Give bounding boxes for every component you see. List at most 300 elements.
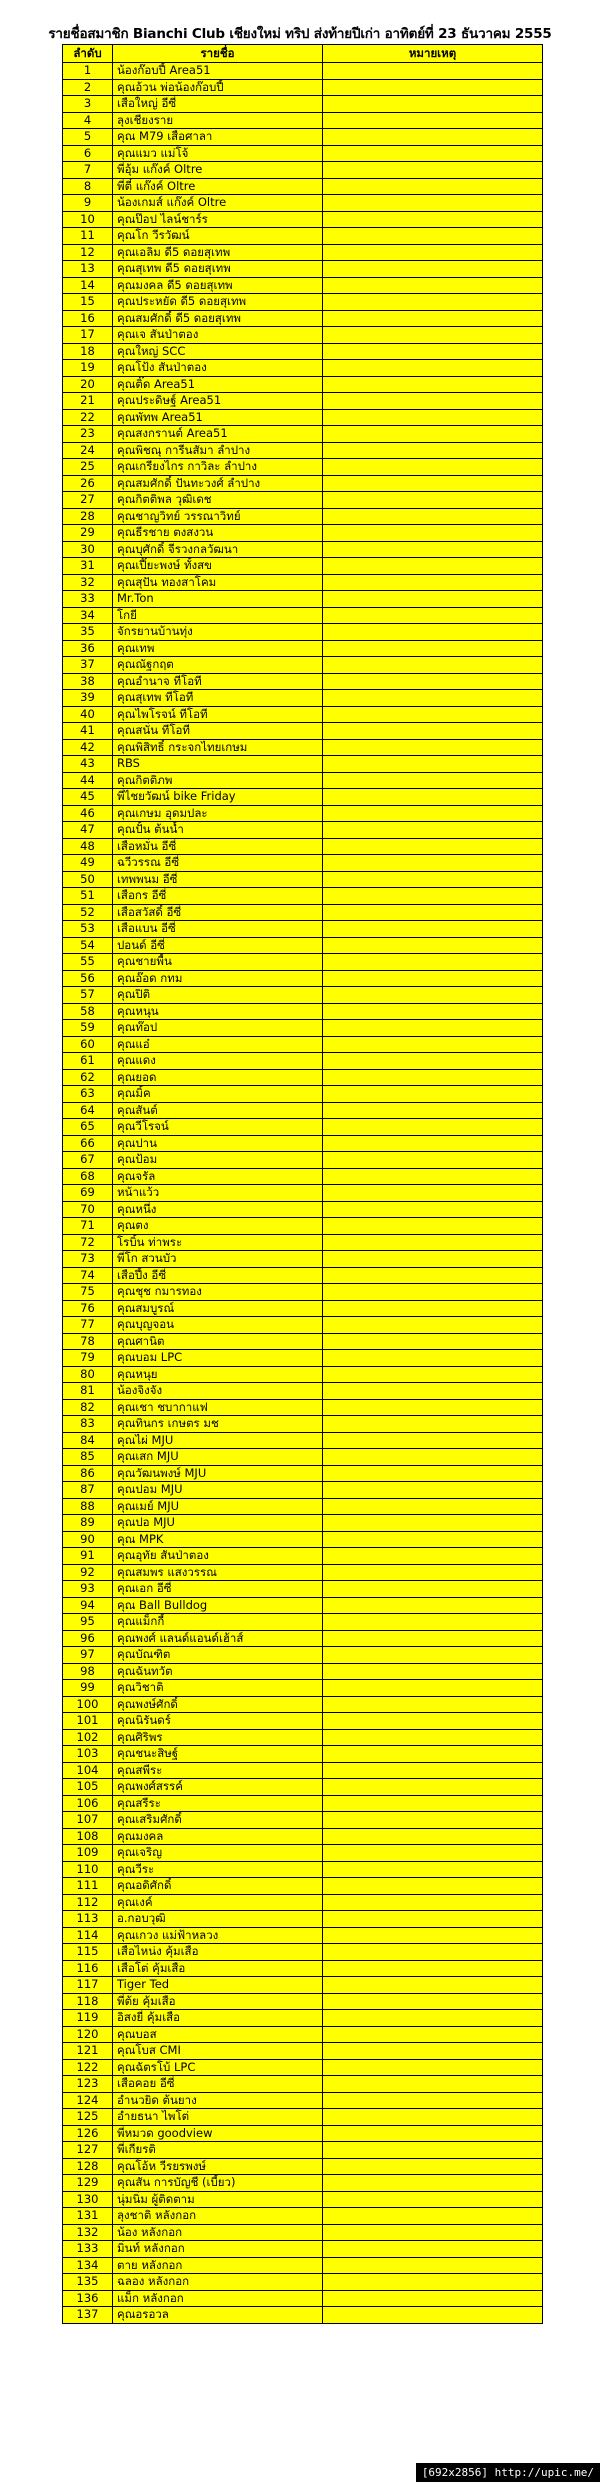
member-name: คุณบอม LPC [113, 1350, 323, 1367]
member-note [323, 2307, 543, 2324]
row-number: 44 [63, 772, 113, 789]
member-name: คุณพงศ์สรรค์ [113, 1779, 323, 1796]
member-name: คุณมงคล [113, 1828, 323, 1845]
table-row [63, 2307, 543, 2324]
table-row [63, 1614, 543, 1631]
member-name: คุณยอด [113, 1069, 323, 1086]
member-name: คุณพิชณุ การีนสัมา ลำปาง [113, 442, 323, 459]
member-note [323, 1333, 543, 1350]
table-row [63, 1185, 543, 1202]
member-name: คุณเอก อีซี่ [113, 1581, 323, 1598]
member-name: พี่ต้ย คุ้มเสือ [113, 1993, 323, 2010]
table-row [63, 1366, 543, 1383]
row-number: 49 [63, 855, 113, 872]
member-note [323, 1878, 543, 1895]
table-row [63, 277, 543, 294]
table-row [63, 409, 543, 426]
row-number: 29 [63, 525, 113, 542]
table-row [63, 426, 543, 443]
table-row [63, 1861, 543, 1878]
table-row [63, 690, 543, 707]
member-note [323, 459, 543, 476]
member-note [323, 96, 543, 113]
member-note [323, 640, 543, 657]
table-row [63, 1531, 543, 1548]
member-name: คุณวีโรจน์ [113, 1119, 323, 1136]
member-name: คุณชายพื้น [113, 954, 323, 971]
member-name: อิสงยี่ คุ้มเสือ [113, 2010, 323, 2027]
member-name: นุ่มนิ่ม ผู้ติดตาม [113, 2191, 323, 2208]
row-number: 46 [63, 805, 113, 822]
member-name: เสือกร อีซี่ [113, 888, 323, 905]
row-number: 73 [63, 1251, 113, 1268]
member-name: คุณเสก MJU [113, 1449, 323, 1466]
row-number: 85 [63, 1449, 113, 1466]
row-number: 45 [63, 789, 113, 806]
member-name: คุณชาญวิทย์ วรรณาวิทย์ [113, 508, 323, 525]
member-name: คุณสมพร แสงวรรณ [113, 1564, 323, 1581]
table-row [63, 954, 543, 971]
row-number: 81 [63, 1383, 113, 1400]
member-note [323, 442, 543, 459]
member-note [323, 2142, 543, 2159]
table-row [63, 1267, 543, 1284]
member-note [323, 888, 543, 905]
table-row [63, 1036, 543, 1053]
member-note [323, 277, 543, 294]
member-note [323, 343, 543, 360]
row-number: 77 [63, 1317, 113, 1334]
row-number: 50 [63, 871, 113, 888]
member-name: Mr.Ton [113, 591, 323, 608]
row-number: 41 [63, 723, 113, 740]
row-number: 93 [63, 1581, 113, 1598]
member-note [323, 1399, 543, 1416]
member-name: คุณมงคล ดี5 ดอยสุเทพ [113, 277, 323, 294]
member-name: พี่ตี๋ แก๊งค์ Oltre [113, 178, 323, 195]
row-number: 105 [63, 1779, 113, 1796]
table-row [63, 1630, 543, 1647]
member-note [323, 1944, 543, 1961]
member-note [323, 673, 543, 690]
member-note [323, 1597, 543, 1614]
member-name: คุณพงษ์ศักดิ์ [113, 1696, 323, 1713]
table-row [63, 1333, 543, 1350]
member-note [323, 1086, 543, 1103]
member-name: น้องก๊อบปี้ Area51 [113, 63, 323, 80]
row-number: 119 [63, 2010, 113, 2027]
row-number: 118 [63, 1993, 113, 2010]
row-number: 112 [63, 1894, 113, 1911]
row-number: 24 [63, 442, 113, 459]
member-name: คุณเชา ชบากาแฟ [113, 1399, 323, 1416]
table-row [63, 739, 543, 756]
row-number: 37 [63, 657, 113, 674]
row-number: 14 [63, 277, 113, 294]
member-name: อำยธนา ไพโต่ [113, 2109, 323, 2126]
row-number: 83 [63, 1416, 113, 1433]
member-name: คุณตง [113, 1218, 323, 1235]
member-note [323, 1350, 543, 1367]
table-row [63, 1894, 543, 1911]
table-row [63, 1317, 543, 1334]
member-note [323, 789, 543, 806]
member-note [323, 1449, 543, 1466]
table-row [63, 1812, 543, 1829]
table-row [63, 96, 543, 113]
table-row [63, 1465, 543, 1482]
table-row [63, 1779, 543, 1796]
member-name: คุณอำนาจ ทีโอที [113, 673, 323, 690]
row-number: 136 [63, 2290, 113, 2307]
row-number: 99 [63, 1680, 113, 1697]
member-note [323, 805, 543, 822]
member-name: คุณไพโรจน์ ทีโอที [113, 706, 323, 723]
member-note [323, 970, 543, 987]
row-number: 104 [63, 1762, 113, 1779]
row-number: 8 [63, 178, 113, 195]
row-number: 27 [63, 492, 113, 509]
table-row [63, 2175, 543, 2192]
table-row [63, 1927, 543, 1944]
row-number: 89 [63, 1515, 113, 1532]
member-note [323, 1548, 543, 1565]
table-row [63, 145, 543, 162]
table-row [63, 475, 543, 492]
member-note [323, 1993, 543, 2010]
table-row [63, 162, 543, 179]
member-note [323, 541, 543, 558]
member-note [323, 2224, 543, 2241]
table-row [63, 1647, 543, 1664]
member-name: คุณสมศักดิ์ ดี5 ดอยสุเทพ [113, 310, 323, 327]
row-number: 12 [63, 244, 113, 261]
row-number: 128 [63, 2158, 113, 2175]
member-note [323, 525, 543, 542]
member-name: เทพพนม อีซี่ [113, 871, 323, 888]
member-name: คุณสมบูรณ์ [113, 1300, 323, 1317]
member-name: คุณสนั่น ทีโอที [113, 723, 323, 740]
row-number: 58 [63, 1003, 113, 1020]
table-row [63, 1234, 543, 1251]
member-name: อำนวยิด ต้นยาง [113, 2092, 323, 2109]
member-note [323, 904, 543, 921]
member-note [323, 492, 543, 509]
member-note [323, 1053, 543, 1070]
member-name: เสือสวัสดิ์ อีซี่ [113, 904, 323, 921]
row-number: 134 [63, 2257, 113, 2274]
member-name: คุณเมย์ MJU [113, 1498, 323, 1515]
table-row [63, 1548, 543, 1565]
member-name: คุณโก วีรวัฒน์ [113, 228, 323, 245]
member-name: คุณพิสิทธิ์ กระจกไทยเกษม [113, 739, 323, 756]
member-note [323, 1762, 543, 1779]
row-number: 65 [63, 1119, 113, 1136]
row-number: 48 [63, 838, 113, 855]
table-row [63, 2092, 543, 2109]
member-note [323, 739, 543, 756]
member-name: คุณอ๊อด กทม [113, 970, 323, 987]
table-row [63, 1218, 543, 1235]
row-number: 10 [63, 211, 113, 228]
table-row [63, 178, 543, 195]
table-row [63, 2043, 543, 2060]
table-row [63, 789, 543, 806]
member-note [323, 772, 543, 789]
table-row [63, 2158, 543, 2175]
row-number: 116 [63, 1960, 113, 1977]
member-note [323, 1977, 543, 1994]
row-number: 23 [63, 426, 113, 443]
member-name: คุณประหยัด ดี5 ดอยสุเทพ [113, 294, 323, 311]
member-note [323, 1515, 543, 1532]
row-number: 80 [63, 1366, 113, 1383]
member-note [323, 1234, 543, 1251]
member-name: คุณแม็กกี้ [113, 1614, 323, 1631]
table-row [63, 822, 543, 839]
table-row [63, 1251, 543, 1268]
member-name: พี่อุ้ม แก๊งค์ Oltre [113, 162, 323, 179]
member-note [323, 1894, 543, 1911]
member-note [323, 1746, 543, 1763]
row-number: 31 [63, 558, 113, 575]
member-name: คุณป้อม [113, 1152, 323, 1169]
table-row [63, 327, 543, 344]
member-note [323, 1614, 543, 1631]
row-number: 75 [63, 1284, 113, 1301]
member-name: พี่เกียรติ [113, 2142, 323, 2159]
table-row [63, 1102, 543, 1119]
row-number: 4 [63, 112, 113, 129]
row-number: 87 [63, 1482, 113, 1499]
row-number: 103 [63, 1746, 113, 1763]
table-row [63, 1564, 543, 1581]
member-note [323, 1911, 543, 1928]
member-name: ฉวีวรรณ อีซี่ [113, 855, 323, 872]
table-row [63, 1383, 543, 1400]
member-note [323, 855, 543, 872]
member-name: จักรยานบ้านทุ่ง [113, 624, 323, 641]
member-note [323, 1581, 543, 1598]
row-number: 74 [63, 1267, 113, 1284]
member-note [323, 294, 543, 311]
table-row [63, 1762, 543, 1779]
member-name: คุณบุญจอน [113, 1317, 323, 1334]
table-row [63, 805, 543, 822]
member-note [323, 475, 543, 492]
table-row [63, 987, 543, 1004]
table-row [63, 937, 543, 954]
row-number: 96 [63, 1630, 113, 1647]
member-name: น้อง หลังกอก [113, 2224, 323, 2241]
member-note [323, 79, 543, 96]
row-number: 120 [63, 2026, 113, 2043]
table-row [63, 1399, 543, 1416]
member-note [323, 2257, 543, 2274]
member-note [323, 1416, 543, 1433]
column-header-note: หมายเหตุ [323, 45, 543, 63]
member-note [323, 1795, 543, 1812]
table-row [63, 459, 543, 476]
member-note [323, 954, 543, 971]
row-number: 69 [63, 1185, 113, 1202]
member-name: คุณจรัล [113, 1168, 323, 1185]
member-name: เสือแบน อีซี่ [113, 921, 323, 938]
member-note [323, 2076, 543, 2093]
member-note [323, 409, 543, 426]
member-note [323, 2175, 543, 2192]
member-note [323, 2125, 543, 2142]
column-header-name: รายชื่อ [113, 45, 323, 63]
table-row [63, 1432, 543, 1449]
table-row [63, 1713, 543, 1730]
row-number: 109 [63, 1845, 113, 1862]
table-row [63, 772, 543, 789]
row-number: 123 [63, 2076, 113, 2093]
member-name: คุณอรอวล [113, 2307, 323, 2324]
table-row [63, 1663, 543, 1680]
row-number: 32 [63, 574, 113, 591]
row-number: 61 [63, 1053, 113, 1070]
table-row [63, 1003, 543, 1020]
member-note [323, 1465, 543, 1482]
member-name: คุณอดิศักดิ์ [113, 1878, 323, 1895]
table-row [63, 2010, 543, 2027]
table-row [63, 393, 543, 410]
member-note [323, 393, 543, 410]
member-name: พี่ไชยวัฒน์ bike Friday [113, 789, 323, 806]
row-number: 101 [63, 1713, 113, 1730]
table-row [63, 591, 543, 608]
table-row [63, 2059, 543, 2076]
row-number: 95 [63, 1614, 113, 1631]
member-name: คุณสงกรานต์ Area51 [113, 426, 323, 443]
member-name: คุณเกวง แม่ฟ้าหลวง [113, 1927, 323, 1944]
table-row [63, 360, 543, 377]
member-note [323, 607, 543, 624]
table-row [63, 343, 543, 360]
member-name: โกยี [113, 607, 323, 624]
row-number: 67 [63, 1152, 113, 1169]
member-name: คุณปาน [113, 1135, 323, 1152]
row-number: 88 [63, 1498, 113, 1515]
member-name: RBS [113, 756, 323, 773]
row-number: 135 [63, 2274, 113, 2291]
member-name: คุณโป้ง สันป่าตอง [113, 360, 323, 377]
row-number: 51 [63, 888, 113, 905]
row-number: 55 [63, 954, 113, 971]
member-note [323, 822, 543, 839]
member-note [323, 1680, 543, 1697]
table-row [63, 2026, 543, 2043]
member-note [323, 360, 543, 377]
row-number: 63 [63, 1086, 113, 1103]
table-row [63, 1878, 543, 1895]
member-name: คุณปิติ [113, 987, 323, 1004]
member-name: คุณเทพ [113, 640, 323, 657]
member-name: เสือคอย อีซี่ [113, 2076, 323, 2093]
row-number: 66 [63, 1135, 113, 1152]
table-row [63, 970, 543, 987]
member-note [323, 1168, 543, 1185]
member-name: คุณเกษม อุดมปละ [113, 805, 323, 822]
table-row [63, 624, 543, 641]
member-name: คุณเจริญ [113, 1845, 323, 1862]
table-row [63, 2241, 543, 2258]
member-name: คุณสมศักดิ์ ปันทะวงศ์ ลำปาง [113, 475, 323, 492]
member-note [323, 987, 543, 1004]
table-row [63, 1350, 543, 1367]
table-row [63, 294, 543, 311]
member-name: คุณมิ้ค [113, 1086, 323, 1103]
table-row [63, 2191, 543, 2208]
table-row [63, 112, 543, 129]
table-row [63, 1119, 543, 1136]
row-number: 7 [63, 162, 113, 179]
table-row [63, 855, 543, 872]
row-number: 71 [63, 1218, 113, 1235]
table-row [63, 211, 543, 228]
member-name: โรบิ้น ท่าพระ [113, 1234, 323, 1251]
row-number: 132 [63, 2224, 113, 2241]
member-name: พี่หมวด goodview [113, 2125, 323, 2142]
member-note [323, 195, 543, 212]
table-row [63, 756, 543, 773]
table-row [63, 508, 543, 525]
member-note [323, 2010, 543, 2027]
image-host-footer: [692x2856] http://upic.me/ [416, 2463, 600, 2482]
row-number: 59 [63, 1020, 113, 1037]
row-number: 36 [63, 640, 113, 657]
table-row [63, 871, 543, 888]
row-number: 102 [63, 1729, 113, 1746]
row-number: 33 [63, 591, 113, 608]
table-row [63, 1729, 543, 1746]
row-number: 43 [63, 756, 113, 773]
row-number: 62 [63, 1069, 113, 1086]
table-row [63, 607, 543, 624]
member-note [323, 1218, 543, 1235]
row-number: 100 [63, 1696, 113, 1713]
member-note [323, 1185, 543, 1202]
member-note [323, 1713, 543, 1730]
table-row [63, 2290, 543, 2307]
row-number: 18 [63, 343, 113, 360]
member-note [323, 2109, 543, 2126]
table-row [63, 63, 543, 80]
member-note [323, 1069, 543, 1086]
member-name: คุณหนุน [113, 1003, 323, 1020]
member-note [323, 1663, 543, 1680]
member-note [323, 1498, 543, 1515]
row-number: 38 [63, 673, 113, 690]
row-number: 52 [63, 904, 113, 921]
row-number: 133 [63, 2241, 113, 2258]
member-name: คุณประดิษฐ์ Area51 [113, 393, 323, 410]
row-number: 9 [63, 195, 113, 212]
member-name: คุณสุเทพ ดี5 ดอยสุเทพ [113, 261, 323, 278]
member-note [323, 1845, 543, 1862]
row-number: 15 [63, 294, 113, 311]
member-note [323, 1284, 543, 1301]
member-note [323, 1696, 543, 1713]
row-number: 137 [63, 2307, 113, 2324]
member-name: คุณสัน การบัญชี (เบี้ยว) [113, 2175, 323, 2192]
member-note [323, 2059, 543, 2076]
member-note [323, 723, 543, 740]
member-name: คุณสรีระ [113, 1795, 323, 1812]
member-name: Tiger Ted [113, 1977, 323, 1994]
